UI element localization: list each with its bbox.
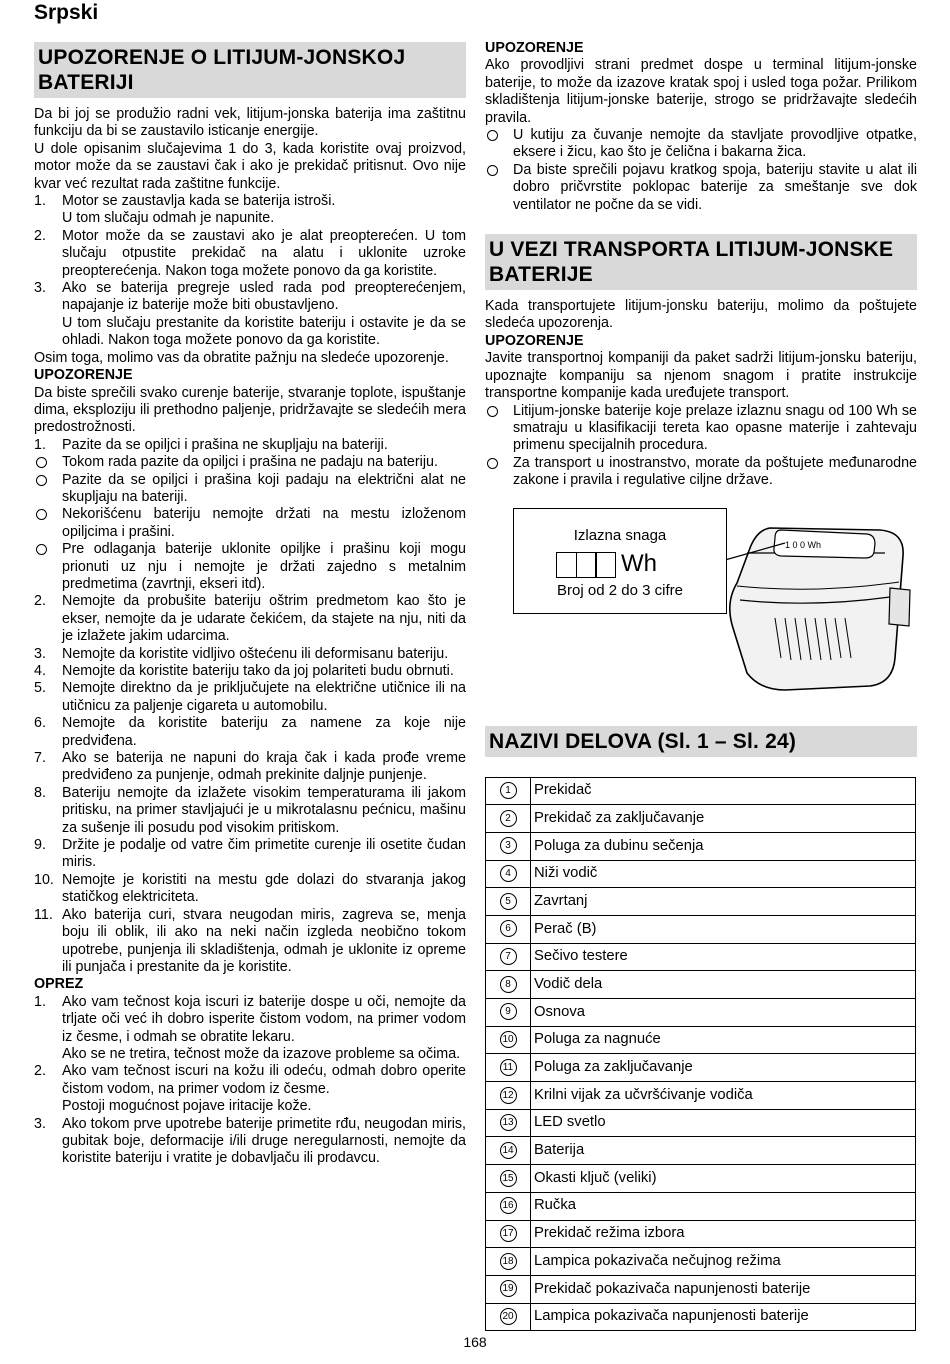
part-number: 4 [500, 865, 517, 882]
part-number: 2 [500, 810, 517, 827]
bullet-item: Litijum-jonske baterije koje prelaze izlaznu snagu od 100 Wh se smatraju u klasifikaciji tereta kao opasne materije i zahtevaju primenu specijalnih procedura. [485, 403, 917, 455]
precautions-list-continued [34, 593, 466, 976]
part-number: 15 [500, 1170, 517, 1187]
transport-intro: Kada transportujete litijum-jonsku bateriju, molimo da poštujete sledeća upozorenja. [485, 298, 917, 332]
intro-paragraph: Da bi joj se produžio radni vek, litijum-jonska baterija ima zaštitnu funkciju da bi se zaustavilo isticanje energije. [34, 106, 466, 140]
part-number: 3 [500, 837, 517, 854]
part-number: 7 [500, 948, 517, 965]
parts-row [486, 1165, 916, 1193]
transport-warning-text: Javite transportnoj kompaniji da paket sadrži litijum-jonsku bateriju, upoznajte kompaniju sa njenom snagom i pratite instrukcije transportne kompanije kada uređujete transport. [485, 350, 917, 402]
parts-row [486, 860, 916, 888]
part-label: Baterija [531, 1137, 916, 1165]
parts-row [486, 1137, 916, 1165]
part-label: Poluga za zaključavanje [531, 1054, 916, 1082]
part-number: 5 [500, 893, 517, 910]
parts-row [486, 999, 916, 1027]
precaution-item: 11. Ako baterija curi, stvara neugodan miris, zagreva se, menja boju ili oblik, ili ako na neki način izgleda neobično tokom upotrebe, punjenja ili skladištenja, odmah je uklonite iz opreme ili punjača i prestanite da je koristite. [34, 906, 466, 975]
bullet-circle-icon [487, 130, 498, 141]
output-power-caption: Izlazna snaga [573, 526, 667, 544]
transport-warning-heading: UPOZORENJE [485, 332, 584, 349]
part-number: 18 [500, 1253, 517, 1270]
parts-row [486, 777, 916, 805]
part-number: 19 [500, 1280, 517, 1297]
precaution-bullets [34, 454, 466, 593]
precautions-list [34, 437, 466, 454]
bullet-circle-icon [487, 165, 498, 176]
bullet-item: Pazite da se opiljci i prašina koji padaju na električni alat ne skupljaju na bateriji. [34, 472, 466, 507]
storage-warning-heading: UPOZORENJE [485, 40, 584, 56]
parts-row [486, 971, 916, 999]
part-number: 11 [500, 1059, 517, 1076]
parts-row [486, 1303, 916, 1331]
parts-row [486, 832, 916, 860]
parts-row [486, 1054, 916, 1082]
part-label: LED svetlo [531, 1109, 916, 1137]
part-label: Krilni vijak za učvršćivanje vodiča [531, 1082, 916, 1110]
right-column [485, 40, 917, 1331]
parts-table [485, 777, 916, 1332]
precaution-item: 10. Nemojte je koristiti na mestu gde dolazi do stvaranja jakog statičkog elektriciteta. [34, 871, 466, 906]
section-title-parts: NAZIVI DELOVA (Sl. 1 – Sl. 24) [485, 726, 917, 757]
precaution-item: 5. Nemojte direktno da je priključujete na električne utičnice ili na utičnicu za paljenje cigareta u automobilu. [34, 680, 466, 714]
precaution-item: 2. Nemojte da probušite bateriju oštrim predmetom kao što je ekser, nemojte da je udarate čekićem, da stajete na nju, niti da je izlažete jakim udarcima. [34, 593, 466, 645]
warning-heading: UPOZORENJE [34, 367, 133, 384]
part-number: 12 [500, 1087, 517, 1104]
bullet-circle-icon [487, 406, 498, 417]
section-title-transport: U VEZI TRANSPORTA LITIJUM-JONSKE BATERIJE [485, 234, 917, 290]
precaution-item: 6. Nemojte da koristite bateriju za namene za koje nije predviđena. [34, 715, 466, 749]
parts-row [486, 915, 916, 943]
caution-item-1: 1. Ako vam tečnost koja iscuri iz baterije dospe u oči, nemojte da trljate oči već ih dobro isperite čistom vodom, na primer vodom iz česme, i odmah se obratite lekaru. Ako se ne tretira, tečnost može da izazove probleme sa očima. [34, 993, 466, 1062]
cases-list [34, 193, 466, 350]
precaution-item: 3. Nemojte da koristite vidljivo oštećenu ili deformisanu bateriju. [34, 645, 449, 662]
part-label: Prekidač režima izbora [531, 1220, 916, 1248]
caution-item-3: 3. Ako tokom prve upotrebe baterije primetite rđu, neugodan miris, gubitak boje, deformacije i/ili druge neregularnosti, nemojte da koristite bateriju i vratite je dobavljaču ili prodavcu. [34, 1115, 466, 1167]
parts-row [486, 1220, 916, 1248]
unit-wh: Wh [621, 549, 657, 577]
digit-count-caption: Broj od 2 do 3 cifre [557, 581, 683, 599]
warning-intro: Da biste sprečili svako curenje baterije, stvaranje toplote, ispuštanje dima, eksploziju ili prethodno paljenje, pridržavajte se sledećih mera predostrožnosti. [34, 384, 466, 436]
part-label: Okasti ključ (veliki) [531, 1165, 916, 1193]
parts-row [486, 943, 916, 971]
precaution-item: 8. Bateriju nemojte da izlažete visokim temperaturama ili jakom pritisku, na primer stavljajući je u mikrotalasnu pećnicu, mašinu za sušenje ili posudu pod visokim pritiskom. [34, 784, 466, 836]
part-number: 20 [500, 1308, 517, 1325]
part-label: Zavrtanj [531, 888, 916, 916]
parts-row [486, 1248, 916, 1276]
bullet-item: Nekorišćenu bateriju nemojte držati na mestu izloženom opiljcima i prašini. [34, 506, 466, 541]
bullet-circle-icon [36, 457, 47, 468]
bullet-item: U kutiju za čuvanje nemojte da stavljate provodljive otpatke, eksere i žicu, kao što je čelična i bakarna žica. [485, 127, 917, 162]
language-header: Srpski [34, 1, 99, 24]
precaution-item: 9. Držite je podalje od vatre čim primetite curenje ili osetite čudan miris. [34, 837, 466, 871]
part-number: 9 [500, 1003, 517, 1020]
digit-boxes [557, 552, 616, 576]
battery-label-figure [485, 508, 917, 698]
bullet-circle-icon [36, 509, 47, 520]
parts-row [486, 805, 916, 833]
part-number: 16 [500, 1197, 517, 1214]
part-label: Ručka [531, 1192, 916, 1220]
part-label: Niži vodič [531, 860, 916, 888]
part-label: Poluga za dubinu sečenja [531, 832, 916, 860]
part-number: 13 [500, 1114, 517, 1131]
caution-list [34, 994, 466, 1168]
bullet-item: Za transport u inostranstvo, morate da poštujete međunarodne zakone i pravila i regulative ciljne države. [485, 455, 917, 490]
parts-row [486, 1082, 916, 1110]
case-item-3: 3. Ako se baterija pregreje usled rada pod preopterećenjem, napajanje iz baterije može biti obustavljeno. U tom slučaju prestanite da koristite bateriju i ostavite je da se ohladi. Nakon toga možete ponovo da ga koristite. [34, 280, 466, 349]
bullet-circle-icon [36, 544, 47, 555]
parts-row [486, 1026, 916, 1054]
part-label: Lampica pokazivača napunjenosti baterije [531, 1303, 916, 1331]
precaution-item-1: 1. Pazite da se opiljci i prašina ne skupljaju na bateriji. [34, 436, 388, 453]
part-label: Prekidač [531, 777, 916, 805]
case-item-1: 1. Motor se zaustavlja kada se baterija istroši. U tom slučaju odmah je napunite. [34, 193, 336, 227]
part-label: Lampica pokazivača nečujnog režima [531, 1248, 916, 1276]
note-paragraph: Osim toga, molimo vas da obratite pažnju na sledeće upozorenje. [34, 349, 449, 366]
precaution-item: 7. Ako se baterija ne napuni do kraja čak i kada prođe vreme predviđeno za punjenje, odmah prekinite daljnje punjenje. [34, 750, 466, 784]
bullet-circle-icon [487, 458, 498, 469]
bullet-item: Tokom rada pazite da opiljci i prašina ne padaju na bateriju. [34, 454, 466, 471]
storage-warning-text: Ako provodljivi strani predmet dospe u terminal litijum-jonske baterije, to može da izazove kratak spoj i usled toga požar. Prilikom skladištenja litijum-jonske baterije, strogo se pridržavajte sledećih pravila. [485, 57, 917, 126]
parts-row [486, 1109, 916, 1137]
caution-heading: OPREZ [34, 976, 84, 993]
part-number: 14 [500, 1142, 517, 1159]
part-label: Vodič dela [531, 971, 916, 999]
caution-item-2: 2. Ako vam tečnost iscuri na kožu ili odeću, odmah dobro operite čistom vodom, na primer vodom iz česme. Postoji mogućnost pojave iritacije kože. [34, 1063, 466, 1115]
part-label: Perač (B) [531, 915, 916, 943]
output-power-label [513, 508, 727, 614]
part-label: Poluga za nagnuće [531, 1026, 916, 1054]
bullet-item: Da biste sprečili pojavu kratkog spoja, bateriju stavite u alat ili dobro pričvrstite poklopac baterije za smeštanje sve dok ventilator ne počne da se vidi. [485, 162, 917, 214]
part-label: Sečivo testere [531, 943, 916, 971]
bullet-item: Pre odlaganja baterije uklonite opiljke i prašinu koji mogu prionuti uz nju i nemojte je držati zajedno s metalnim predmetima (zavrtnji, ekseri itd). [34, 541, 466, 593]
parts-row [486, 888, 916, 916]
intro-paragraph-2: U dole opisanim slučajevima 1 do 3, kada koristite ovaj proizvod, motor može da se zaustavi čak i ako je prekidač pritisnut. Ovo nije kvar već rezultat rada zaštitne funkcije. [34, 140, 466, 192]
left-column [34, 40, 466, 1168]
part-label: Prekidač pokazivača napunjenosti baterije [531, 1275, 916, 1303]
parts-row [486, 1192, 916, 1220]
case-item-2: 2. Motor može da se zaustavi ako je alat preopterećen. U tom slučaju otpustite prekidač na alatu i uklonite uzroke preopterećenja. Nakon toga možete ponovo da ga koristite. [34, 227, 466, 279]
precaution-item: 4. Nemojte da koristite bateriju tako da joj polariteti budu obrnuti. [34, 663, 454, 679]
part-number: 17 [500, 1225, 517, 1242]
part-label: Prekidač za zaključavanje [531, 805, 916, 833]
part-number: 10 [500, 1031, 517, 1048]
bullet-circle-icon [36, 475, 47, 486]
part-number: 1 [500, 782, 517, 799]
parts-row [486, 1275, 916, 1303]
part-number: 6 [500, 920, 517, 937]
part-number: 8 [500, 976, 517, 993]
page-number: 168 [463, 1334, 487, 1350]
section-title-battery-warning: UPOZORENJE O LITIJUM-JONSKOJ BATERIJI [34, 42, 466, 98]
part-label: Osnova [531, 999, 916, 1027]
transport-bullets [485, 403, 917, 490]
storage-bullets [485, 127, 917, 214]
battery-sticker-text: 1 0 0 Wh [785, 539, 822, 550]
